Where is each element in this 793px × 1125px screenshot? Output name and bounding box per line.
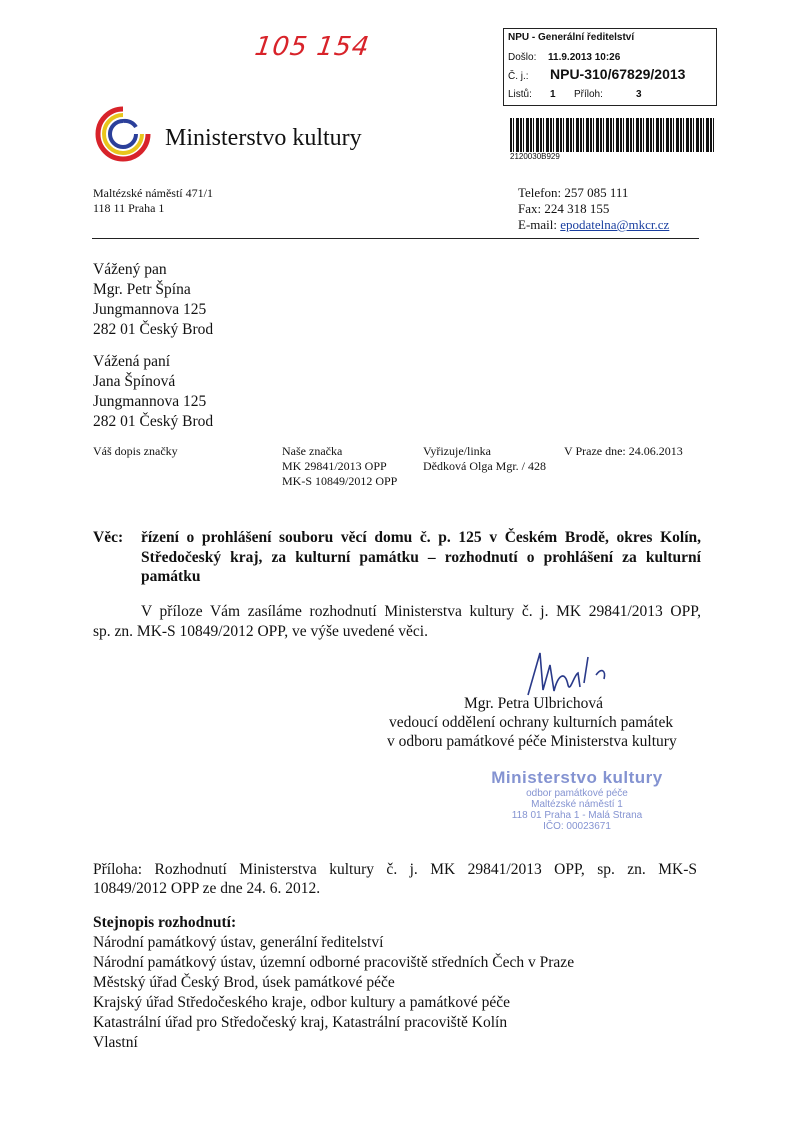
receipt-stamp-header: NPU - Generální ředitelství <box>508 32 635 43</box>
contact-block <box>518 185 669 233</box>
your-ref-label: Váš dopis značky <box>93 444 178 458</box>
signatory-title-2: v odboru památkové péče Ministerstva kultury <box>387 733 677 750</box>
recipient-street: Jungmannova 125 <box>93 301 207 318</box>
copies-heading: Stejnopis rozhodnutí: <box>93 914 237 931</box>
list-item: Katastrální úřad pro Středočeský kraj, Katastrální pracoviště Kolín <box>93 1014 508 1031</box>
barcode-number: 2120030B929 <box>510 152 560 161</box>
recipient-2 <box>93 352 213 432</box>
sheets-label: Listů: <box>508 89 532 100</box>
official-stamp-line-4: 118 01 Praha 1 - Malá Strana <box>511 810 643 821</box>
list-item: Národní památkový ústav, územní odborné pracoviště středních Čech v Praze <box>93 954 575 971</box>
body-line-2: sp. zn. MK-S 10849/2012 OPP, ve výše uvedené věci. <box>93 623 428 640</box>
official-stamp-line-2: odbor památkové péče <box>526 788 628 799</box>
list-item: Národní památkový ústav, generální ředitelství <box>93 934 384 951</box>
official-stamp <box>482 768 672 832</box>
signatory-name: Mgr. Petra Ulbrichová <box>464 695 604 712</box>
handwritten-registration-number: 105 154 <box>252 32 372 62</box>
received-value: 11.9.2013 10:26 <box>548 52 621 63</box>
recipient-street: Jungmannova 125 <box>93 393 207 410</box>
our-ref-label: Naše značka <box>282 444 343 458</box>
recipient-city: 282 01 Český Brod <box>93 413 214 430</box>
phone: Telefon: 257 085 111 <box>518 185 629 200</box>
email-label: E-mail: <box>518 217 557 232</box>
recipient-salutation: Vážená paní <box>93 353 171 370</box>
ministry-logo <box>92 103 154 165</box>
list-item: Městský úřad Český Brod, úsek památkové péče <box>93 974 395 991</box>
handler-label: Vyřizuje/linka <box>423 444 491 458</box>
signatory-title-1: vedoucí oddělení ochrany kulturních památek <box>389 714 674 731</box>
body-line-1: V příloze Vám zasíláme rozhodnutí Ministerstva kultury č. j. MK 29841/2013 OPP, <box>141 603 701 620</box>
recipient-salutation: Vážený pan <box>93 261 167 278</box>
recipient-city: 282 01 Český Brod <box>93 321 214 338</box>
organization-name: Ministerstvo kultury <box>165 125 362 151</box>
recipient-name: Mgr. Petr Špína <box>93 281 191 298</box>
recipient-1 <box>93 260 213 340</box>
handler-value: Dědková Olga Mgr. / 428 <box>423 459 546 473</box>
subject-line-1: řízení o prohlášení souboru věcí domu č. p. 125 v Českém Brodě, okres Kolín, <box>141 529 701 546</box>
fax: Fax: 224 318 155 <box>518 201 610 216</box>
address-line-1: Maltézské náměstí 471/1 <box>93 186 213 200</box>
attachment-line-2: 10849/2012 OPP ze dne 24. 6. 2012. <box>93 880 321 897</box>
received-label: Došlo: <box>508 52 537 63</box>
sheets-value: 1 <box>550 89 556 100</box>
official-stamp-line-5: IČO: 00023671 <box>543 821 611 832</box>
official-stamp-line-3: Maltézské náměstí 1 <box>531 799 623 810</box>
subject-line-2: Středočeský kraj, za kulturní památku – rozhodnutí o prohlášení za kulturní <box>141 549 701 566</box>
letter-date: V Praze dne: 24.06.2013 <box>564 444 683 458</box>
official-stamp-line-1: Ministerstvo kultury <box>491 768 663 787</box>
email-line <box>518 217 669 233</box>
attachment-line-1: Příloha: Rozhodnutí Ministerstva kultury č. j. MK 29841/2013 OPP, sp. zn. MK-S <box>93 861 697 878</box>
our-ref-2: MK-S 10849/2012 OPP <box>282 474 398 488</box>
list-item: Krajský úřad Středočeského kraje, odbor kultury a památkové péče <box>93 994 511 1011</box>
recipient-name: Jana Špínová <box>93 373 176 390</box>
subject-label: Věc: <box>93 529 124 546</box>
receipt-stamp <box>503 28 717 106</box>
header-divider <box>92 238 699 239</box>
our-ref-1: MK 29841/2013 OPP <box>282 459 387 473</box>
ministry-address <box>93 186 213 216</box>
address-line-2: 118 11 Praha 1 <box>93 201 165 215</box>
copies-block <box>93 913 574 1053</box>
attachments-label: Příloh: <box>574 89 603 100</box>
barcode <box>510 118 716 152</box>
email-link[interactable]: epodatelna@mkcr.cz <box>560 217 670 232</box>
handler-block <box>423 444 546 474</box>
attachments-value: 3 <box>636 89 642 100</box>
ref-label: Č. j.: <box>508 71 529 82</box>
ref-value: NPU-310/67829/2013 <box>550 66 686 82</box>
subject-line-3: památku <box>141 568 201 585</box>
our-ref-block <box>282 444 397 489</box>
list-item: Vlastní <box>93 1034 138 1051</box>
